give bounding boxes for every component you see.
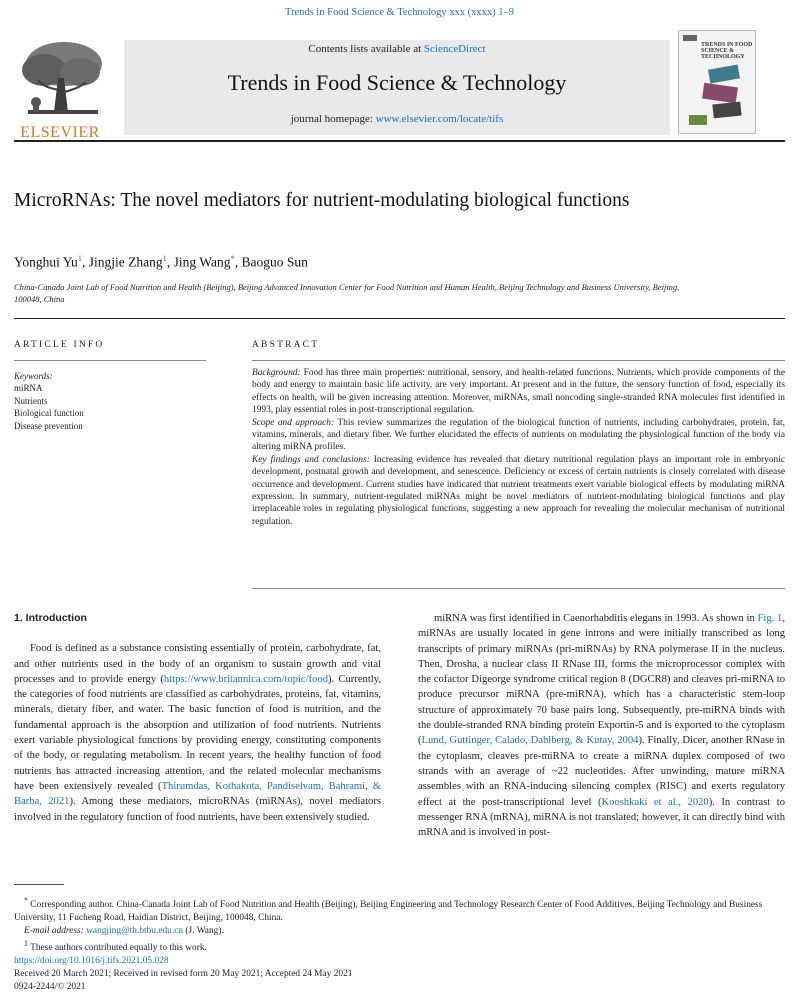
body-column-left [14, 611, 381, 825]
sciencedirect-link[interactable]: ScienceDirect [423, 43, 486, 55]
abstract-background-text: Food has three main properties: nutritional, sensory, and health-related functions. Nutrients, which provide components of the body and energy to maintain basic life activity, are very important. At present and in the future, the sensory function of food, especially its effects on health, will be given increasing attention. Moreover, miRNAs, small noncoding single-stranded RNA molecules first identified in 1993, play essential roles in post-transcriptional regulation. [252, 368, 785, 416]
contents-line [124, 43, 670, 55]
abstract-scope-label: Scope and approach: [252, 417, 335, 428]
homepage-prefix: journal homepage: [290, 113, 376, 125]
abstract-end-rule [252, 588, 785, 589]
abstract-rule [252, 360, 785, 361]
author-name[interactable]: Baoguo Sun [241, 254, 308, 270]
running-header[interactable]: Trends in Food Science & Technology xxx (xxxx) 1–9 [284, 7, 515, 18]
journal-homepage-link[interactable]: www.elsevier.com/locate/tifs [375, 113, 504, 125]
affiliation: China-Canada Joint Lab of Food Nutrition and Health (Beijing), Beijing Advanced Innovation Center for Food Nutrition and Human Health, Beijing Technology and Business University, Beijing, 100048, China [14, 282, 680, 304]
citation-link[interactable]: Lund, Guttinger, Calado, Dahlberg, & Kutay, 2004 [421, 735, 639, 747]
article-title: MicroRNAs: The novel mediators for nutrient-modulating biological functions [14, 190, 630, 211]
homepage-line [124, 113, 670, 125]
keyword: Disease prevention [14, 420, 83, 431]
publisher-name: ELSEVIER [20, 124, 100, 141]
abstract-body [252, 367, 785, 528]
email-link[interactable]: wangjing@th.btbu.edu.cn [86, 925, 184, 936]
journal-title: Trends in Food Science & Technology [227, 70, 567, 95]
intro-paragraph-1 [14, 641, 381, 825]
journal-masthead [124, 40, 670, 135]
keywords-block [14, 370, 214, 432]
journal-cover-thumbnail[interactable] [678, 30, 756, 134]
received-dates: Received 20 March 2021; Received in revised form 20 May 2021; Accepted 24 May 2021 [14, 968, 353, 979]
author-mark[interactable]: 1 [77, 253, 83, 263]
section-heading: 1. Introduction [14, 612, 87, 624]
abstract-scope [252, 417, 785, 454]
citation-link[interactable]: Thirumdas, Kothakota, Pandiselvam, Bahrami, & Barba, 2021 [14, 780, 381, 808]
info-rule [14, 318, 785, 319]
author-name[interactable]: Yonghui Yu [14, 254, 78, 270]
footnote-text: These authors contributed equally to this work. [27, 942, 207, 953]
footnote-mark: * [24, 896, 28, 905]
article-info-heading: ARTICLE INFO [14, 340, 105, 350]
footnote-text: Corresponding author. China-Canada Joint Lab of Food Nutrition and Health (Beijing), Beijing Engineering and Technology Research Center of Food Additives, Beijing Technology and Business University, 11 Fucheng Road, Haidian District, Beijing, 100048, China. [14, 900, 763, 923]
body-text: ). Finally, Dicer, another RNase in the cytoplasm, cleaves pre-miRNA to create a miRNA duplex composed of two strands with an average of ~22 nucleotides. After unwinding, mature miRNA assembles with an RNA-inducing silencing complex (RISC) and exerts regulatory effect at the post-transcriptional level ( [418, 735, 785, 808]
equal-contribution-footnote [14, 938, 785, 955]
author-separator: , [82, 254, 89, 270]
email-suffix: (J. Wang). [183, 925, 224, 936]
abstract-findings-text: Increasing evidence has revealed that dietary nutritional regulation plays an important role in embryonic development, postnatal growth and development, and senescence. Deficiency or excess of certain nutrients is closely correlated with disease occurrence and development. Current studies have indicated that nutrient treatments exert variable biological effects by modulating miRNA expression. In summary, nutrient-regulated miRNAs might be novel mediators of nutrient-modulating biological functions and play irreplaceable roles in regulating physiological functions, suggesting a new approach for revealing the molecular mechanism of nutritional regulation. [252, 454, 786, 527]
keyword: Nutrients [14, 395, 48, 406]
body-column-right [418, 611, 785, 840]
elsevier-tree-icon [14, 40, 106, 118]
issn-copyright: 0924-2244/© 2021 [14, 981, 86, 992]
body-text: Food is defined as a substance consisting essentially of protein, carbohydrate, fat, and other nutrients used in the body of an organism to sustain growth and vital processes and to provide energy ( [14, 643, 381, 685]
body-text: ). Among these mediators, microRNAs (miRNAs), novel mediators involved in the regulatory function of food nutrients, have been extensively studied. [14, 796, 381, 823]
abstract-background [252, 367, 785, 417]
britannica-link[interactable]: https://www.britannica.com/topic/food [163, 673, 328, 685]
corresponding-author-mark[interactable]: * [230, 253, 235, 263]
body-text: miRNA was first identified in Caenorhabditis elegans in 1993. As shown in [434, 613, 758, 624]
author-mark[interactable]: 1 [162, 253, 167, 263]
author-name[interactable]: Jing Wang [173, 254, 231, 270]
article-info-rule [14, 360, 206, 361]
email-footnote [14, 925, 785, 938]
footnote-rule [14, 884, 64, 885]
header-rule [14, 140, 785, 142]
abstract-scope-text: This review summarizes the regulation of the biological function of nutrients, including carbohydrates, protein, fat, vitamins, minerals, and dietary fiber. We further elucidated the effects of nutrients on modulating the physiological function of the body via altering miRNA profiles. [252, 417, 786, 453]
abstract-findings-label: Key findings and conclusions: [252, 454, 370, 465]
keyword: miRNA [14, 383, 43, 394]
keyword: Biological function [14, 408, 84, 419]
corresponding-author-footnote [14, 895, 785, 925]
citation-link[interactable]: Kooshkaki et al., 2020 [601, 796, 709, 808]
elsevier-logo[interactable] [14, 40, 106, 141]
abstract-background-label: Background: [252, 368, 301, 378]
footnotes [14, 895, 785, 954]
body-text: ). In contrast to messenger RNA (mRNA), miRNA is not translated; however, it can directly bind with mRNA and is involved in post- [418, 796, 786, 839]
body-text: , miRNAs are usually located in gene introns and were initially transcribed as long transcripts of primary miRNAs (pri-miRNAs) by RNA polymerase II in the nucleus. Then, Drosha, a nuclear class II RNase III, forms the microprocessor complex with the cofactor Digeorge syndrome critical region 8 (DGCR8) and cleaves pri-miRNA to produce precursor miRNA (pre-miRNA), which has a characteristic stem-loop structure of approximately 70 base pairs long. Subsequently, pre-miRNA binds with the double-stranded RNA binding protein Exportin-5 and is exported to the cytoplasm ( [418, 613, 785, 747]
article-metadata [14, 955, 785, 993]
figure-link[interactable]: Fig. 1 [757, 613, 783, 624]
contents-prefix: Contents lists available at [308, 43, 424, 55]
author-list [14, 253, 308, 271]
email-label: E-mail address: [24, 925, 87, 936]
abstract-heading: ABSTRACT [252, 340, 320, 350]
author-separator: , [234, 254, 242, 270]
abstract-findings [252, 454, 785, 528]
intro-paragraph-2 [418, 611, 785, 840]
author-name[interactable]: Jingjie Zhang [88, 254, 163, 270]
footnote-mark: 1 [24, 938, 28, 948]
body-text: ). Currently, the categories of food nutrients are classified as carbohydrates, proteins, fat, vitamins, minerals, dietary fiber, and water. The basic function of food is nutrition, and the fundamental approach is the absorption and utilization of food nutrients. Nutrients exert variable physiological functions by providing energy, constituting components of the body, or regulating metabolism. In recent years, the healthy function of food nutrients has attracted increasing attention, and the related molecular mechanisms have been extensively revealed ( [14, 673, 381, 792]
doi-link[interactable]: https://doi.org/10.1016/j.tifs.2021.05.028 [14, 956, 169, 966]
keywords-label: Keywords: [14, 371, 53, 381]
author-separator: , [166, 254, 174, 270]
cover-title: TRENDS IN FOOD SCIENCE & TECHNOLOGY [701, 42, 753, 60]
